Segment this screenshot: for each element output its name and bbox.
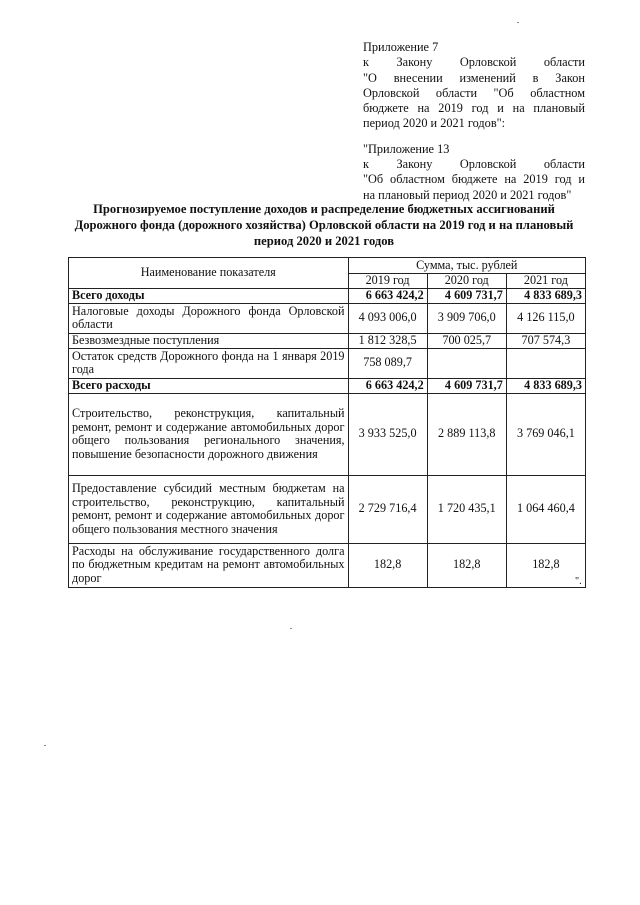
header-line: к Закону Орловской области <box>363 55 585 70</box>
header-line: период 2020 и 2021 годов": <box>363 116 506 131</box>
amount-cell-2019: 182,8 <box>348 543 427 587</box>
amount-cell-2021: 182,8 <box>506 543 585 587</box>
table-row <box>69 378 586 393</box>
table-row <box>69 303 586 333</box>
table-row <box>69 393 586 475</box>
indicator-name: Всего доходы <box>69 288 349 303</box>
indicator-name: Строительство, реконструкция, капитальный ремонт, ремонт и содержание автомобильных дорог общего пользования регионального значения, повышение безопасности дорожного движения <box>69 393 349 475</box>
amount-cell-2020: 3 909 706,0 <box>427 303 506 333</box>
amount-cell-2020: 2 889 113,8 <box>427 393 506 475</box>
header-line: Приложение 7 <box>363 40 439 54</box>
amount-cell-2020: 1 720 435,1 <box>427 475 506 543</box>
amount-cell-2020: 4 609 731,7 <box>427 288 506 303</box>
column-header-year-2021: 2021 год <box>506 274 585 289</box>
amount-cell-2019: 6 663 424,2 <box>348 378 427 393</box>
column-header-year-2019: 2019 год <box>348 274 427 289</box>
amount-cell-2021: 1 064 460,4 <box>506 475 585 543</box>
indicator-name: Предоставление субсидий местным бюджетам на строительство, реконструкцию, капитальный ремонт, ремонт и содержание автомобильных дорог общего пользования местного значения <box>69 475 349 543</box>
column-header-sum: Сумма, тыс. рублей <box>348 258 585 274</box>
amount-cell-2021: 4 833 689,3 <box>506 288 585 303</box>
closing-quote: ". <box>575 576 582 587</box>
header-line: "О внесении изменений в Закон <box>363 70 585 85</box>
road-fund-table <box>68 257 586 588</box>
amount-cell-2020: 700 025,7 <box>427 333 506 348</box>
amount-cell-2021: 707 574,3 <box>506 333 585 348</box>
indicator-name: Налоговые доходы Дорожного фонда Орловской области <box>69 303 349 333</box>
header-line: Орловской области "Об областном <box>363 85 585 100</box>
indicator-name: Всего расходы <box>69 378 349 393</box>
amount-cell-2019: 4 093 006,0 <box>348 303 427 333</box>
indicator-name: Расходы на обслуживание государственного долга по бюджетным кредитам на ремонт автомобильных дорог <box>69 543 349 587</box>
amount-cell-2021: 4 833 689,3 <box>506 378 585 393</box>
appendix-header <box>363 40 585 203</box>
column-header-name: Наименование показателя <box>69 258 349 289</box>
scan-speck <box>517 22 519 23</box>
title-line: период 2020 и 2021 годов <box>253 233 395 248</box>
column-header-year-2020: 2020 год <box>427 274 506 289</box>
amount-cell-2019: 1 812 328,5 <box>348 333 427 348</box>
amount-cell-2021: 4 126 115,0 <box>506 303 585 333</box>
table-row <box>69 333 586 348</box>
document-title <box>60 202 588 249</box>
amount-cell-2020: 182,8 <box>427 543 506 587</box>
amount-cell-2020 <box>427 348 506 378</box>
amount-cell-2019: 6 663 424,2 <box>348 288 427 303</box>
indicator-name: Безвозмездные поступления <box>69 333 349 348</box>
indicator-name: Остаток средств Дорожного фонда на 1 января 2019 года <box>69 348 349 378</box>
header-line: "Приложение 13 <box>363 141 450 156</box>
header-line: к Закону Орловской области <box>363 157 585 172</box>
title-line: Дорожного фонда (дорожного хозяйства) Орловской области на 2019 год и на плановый <box>74 217 574 232</box>
table-row <box>69 543 586 587</box>
header-line: "Об областном бюджете на 2019 год и <box>363 172 585 187</box>
amount-cell-2020: 4 609 731,7 <box>427 378 506 393</box>
header-gap <box>363 132 585 142</box>
title-line: Прогнозируемое поступление доходов и распределение бюджетных ассигнований <box>93 202 555 216</box>
scan-speck <box>290 628 292 629</box>
table-row <box>69 288 586 303</box>
amount-cell-2021: 3 769 046,1 <box>506 393 585 475</box>
header-line: на плановый период 2020 и 2021 годов" <box>363 187 572 202</box>
table-row <box>69 475 586 543</box>
amount-cell-2021 <box>506 348 585 378</box>
amount-cell-2019: 758 089,7 <box>348 348 427 378</box>
scan-speck <box>44 745 46 746</box>
amount-cell-2019: 2 729 716,4 <box>348 475 427 543</box>
table-row <box>69 348 586 378</box>
header-line: бюджете на 2019 год и на плановый <box>363 101 585 116</box>
amount-cell-2019: 3 933 525,0 <box>348 393 427 475</box>
